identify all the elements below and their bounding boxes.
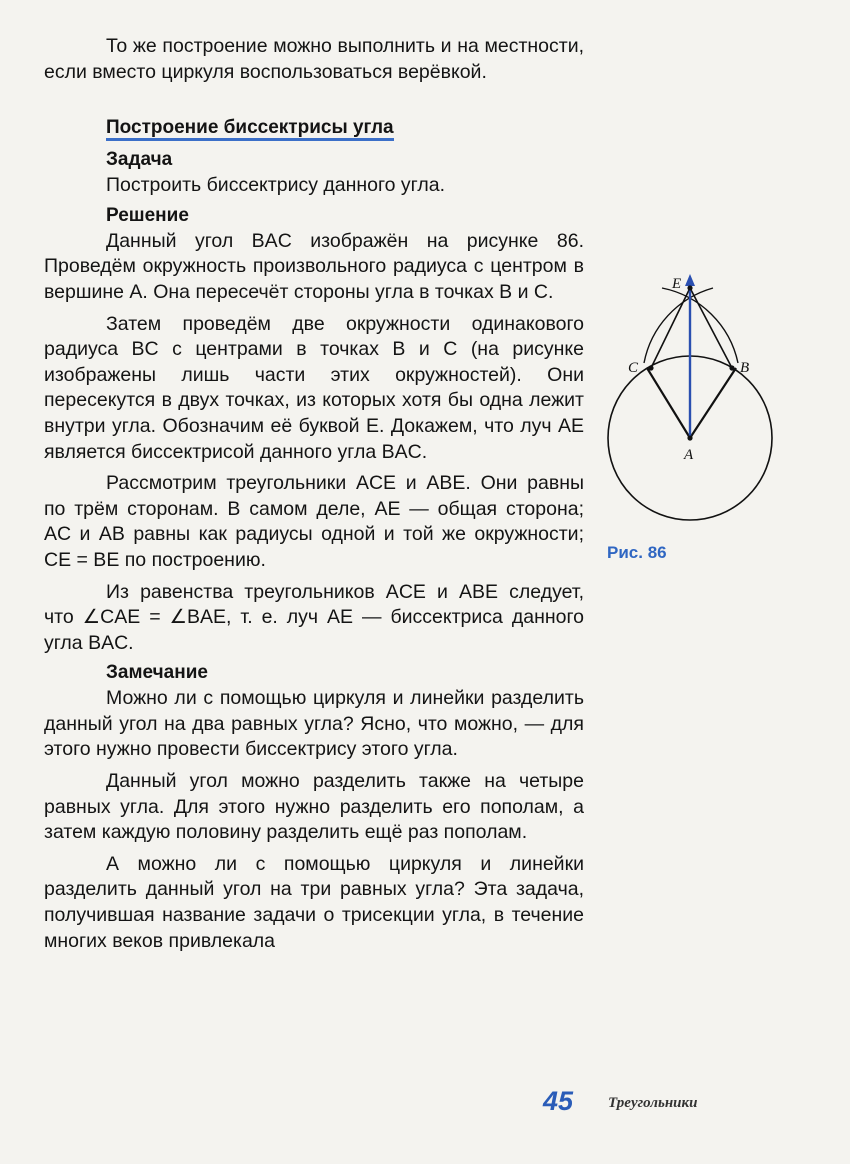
- section-title: [44, 115, 584, 141]
- solution-label: Решение: [106, 204, 189, 226]
- remark-paragraph-1: Можно ли с помощью циркуля и линейки разделить данный угол на два равных угла? Ясно, что можно, — для этого нужно провести биссектрису этого угла.: [44, 687, 584, 761]
- ray-ac: [647, 368, 690, 438]
- arc-from-c: [662, 288, 738, 363]
- point-e-dot: [687, 285, 692, 290]
- remark-paragraph-2: Данный угол можно разделить также на четыре равных угла. Для этого нужно разделить его пополам, а затем каждую половину разделить ещё раз пополам.: [44, 770, 584, 844]
- intro-paragraph: То же построение можно выполнить и на местности, если вместо циркуля воспользоваться верёвкой.: [44, 35, 584, 83]
- figure-caption: Рис. 86: [607, 543, 667, 562]
- ray-ab: [690, 368, 736, 438]
- label-c: C: [628, 360, 639, 376]
- task-text: Построить биссектрису данного угла.: [106, 174, 446, 197]
- task-label: Задача: [106, 149, 173, 171]
- label-a: A: [684, 447, 694, 463]
- bisector-arrowhead: [685, 274, 695, 286]
- page-number: 45: [543, 1086, 574, 1116]
- label-b: B: [740, 360, 750, 376]
- point-b-dot: [729, 365, 734, 370]
- solution-paragraph-2: Затем проведём две окружности одинакового радиуса BC с центрами в точках B и C (на рисунке изображены лишь части этих окружностей). Они пересекутся в двух точках, из которых хотя бы одна лежит внутри угла. Обозначим её буквой E. Докажем, что луч AE является биссектрисой данного угла BAC.: [44, 312, 584, 463]
- section-title-text: Построение биссектрисы угла: [106, 117, 394, 141]
- remark-paragraph-3: А можно ли с помощью циркуля и линейки разделить данный угол на три равных угла? Эта задача, получившая название задачи о трисекции угла, в течение многих веков привлекала: [44, 852, 584, 952]
- arc-from-b: [644, 288, 713, 363]
- point-a-dot: [687, 435, 692, 440]
- solution-paragraph-3: Рассмотрим треугольники ACE и ABE. Они равны по трём сторонам. В самом деле, AE — общая сторона; AC и AB равны как радиусы одной и той же окружности; CE = BE по построению.: [44, 472, 584, 571]
- point-c-dot: [648, 365, 653, 370]
- label-e: E: [672, 276, 682, 292]
- solution-paragraph-4: Из равенства треугольников ACE и ABE следует, что ∠CAE = ∠BAE, т. е. луч AE — биссектриса данного угла BAC.: [44, 580, 584, 654]
- running-head: Треугольники: [608, 1095, 698, 1111]
- solution-paragraph-1: Данный угол BAC изображён на рисунке 86. Проведём окружность произвольного радиуса с центром в вершине A. Она пересечёт стороны угла в точках B и C.: [44, 229, 584, 303]
- text-column: [44, 34, 584, 954]
- figure-86-diagram: [600, 268, 840, 568]
- remark-label: Замечание: [106, 662, 208, 684]
